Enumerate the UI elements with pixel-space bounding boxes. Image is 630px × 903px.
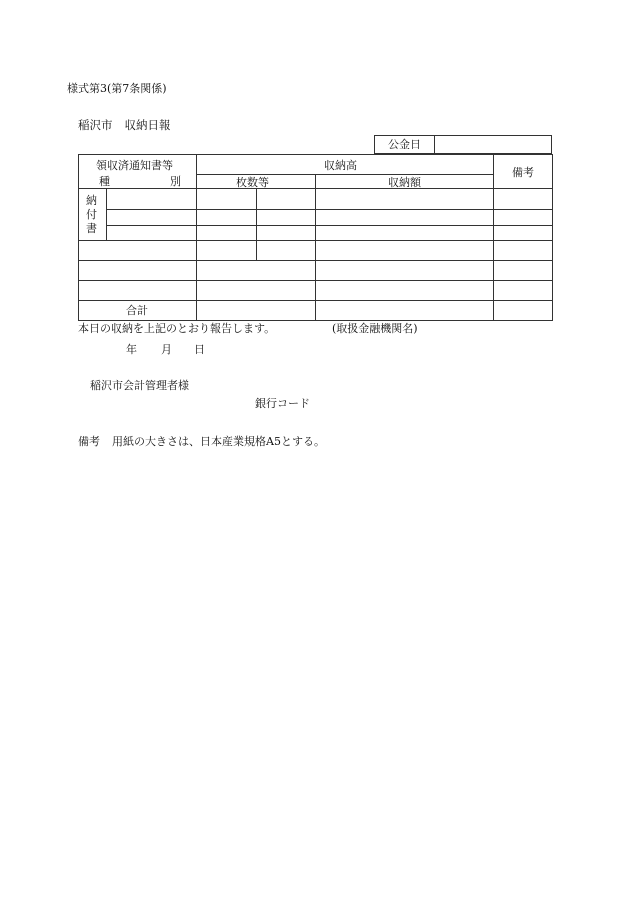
public-funds-day-label: 公金日 bbox=[375, 136, 435, 153]
bank-name-label: (取扱金融機関名) bbox=[332, 322, 418, 335]
public-funds-day-box bbox=[374, 135, 552, 154]
header-type-left: 種 bbox=[99, 175, 110, 188]
remarks-note-label: 備考 bbox=[78, 435, 100, 448]
addressee: 稲沢市会計管理者様 bbox=[90, 379, 189, 392]
payment-slip-char-2: 付 bbox=[86, 208, 97, 221]
date-line bbox=[126, 344, 205, 355]
payment-slip-char-1: 納 bbox=[86, 194, 97, 207]
day-label: 日 bbox=[194, 343, 205, 356]
remarks-note bbox=[78, 436, 325, 447]
header-receipt-total: 収納高 bbox=[324, 159, 357, 172]
header-remarks: 備考 bbox=[512, 166, 534, 179]
report-name: 収納日報 bbox=[124, 118, 171, 132]
receipt-table bbox=[78, 154, 553, 321]
year-label: 年 bbox=[126, 343, 137, 356]
public-funds-day-field[interactable] bbox=[435, 136, 551, 153]
header-count: 枚数等 bbox=[236, 176, 269, 189]
report-title bbox=[78, 120, 171, 132]
total-label: 合計 bbox=[126, 304, 148, 317]
header-document-type: 領収済通知書等 bbox=[96, 159, 173, 172]
month-label: 月 bbox=[161, 343, 172, 356]
report-statement: 本日の収納を上記のとおり報告します。 bbox=[78, 322, 276, 335]
header-amount: 収納額 bbox=[388, 176, 421, 189]
city-name: 稲沢市 bbox=[78, 118, 113, 132]
form-number-label: 様式第3(第7条関係) bbox=[67, 82, 167, 95]
receipt-table-grid bbox=[78, 154, 553, 321]
payment-slip-char-3: 書 bbox=[86, 222, 97, 235]
bank-code-label: 銀行コード bbox=[255, 397, 310, 410]
remarks-note-text: 用紙の大きさは、日本産業規格A5とする。 bbox=[112, 435, 325, 448]
header-type-right: 別 bbox=[170, 175, 181, 188]
